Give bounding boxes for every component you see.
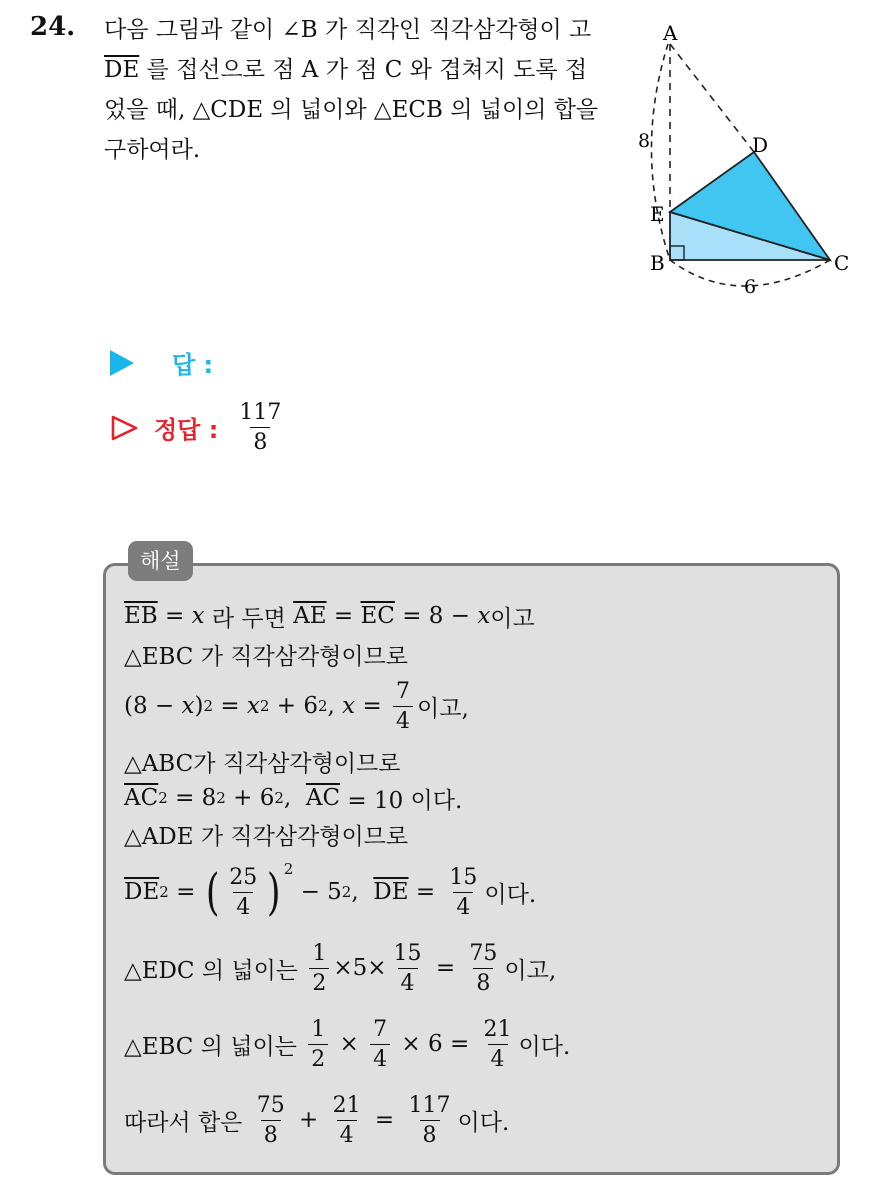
text: △EBC 의 넓이는	[124, 1033, 305, 1060]
exponent: 2	[158, 789, 168, 807]
fraction-denominator: 2	[308, 1044, 328, 1072]
exponent: 2	[274, 789, 284, 807]
label-b: B	[650, 251, 665, 275]
text: ,	[283, 785, 306, 811]
length-ab-label: 8	[638, 130, 651, 152]
fraction	[309, 941, 329, 996]
text: = 8	[167, 785, 217, 811]
text: =	[428, 955, 463, 981]
segment-ac: $\overline{AC}$	[305, 785, 341, 811]
fraction-denominator: 8	[261, 1120, 281, 1148]
label-d: D	[752, 133, 769, 157]
left-paren: (	[205, 863, 220, 921]
text: =	[355, 693, 390, 719]
fraction-denominator: 8	[420, 1120, 440, 1148]
solution-line-6: △ADE 가 직각삼각형이므로	[124, 823, 409, 850]
var-x: x	[342, 693, 356, 719]
solution-line-10	[124, 1082, 824, 1158]
fraction	[370, 1017, 390, 1072]
answer-label: 답 :	[172, 351, 214, 379]
var-x: x	[246, 693, 260, 719]
fraction-denominator: 4	[370, 1044, 390, 1072]
var-x: x	[191, 603, 205, 629]
label-e: E	[650, 202, 665, 226]
text: 이고	[490, 605, 535, 632]
label-a: A	[663, 22, 678, 45]
text: ,	[351, 879, 374, 905]
solution-line-2: △EBC 가 직각삼각형이므로	[124, 643, 408, 670]
exponent: 2	[341, 883, 352, 901]
text: =	[367, 1107, 402, 1133]
text: 이고,	[504, 957, 557, 984]
text: △EDC 의 넓이는	[124, 957, 306, 984]
solution-line-1	[124, 596, 824, 636]
fraction-denominator: 4	[337, 1120, 357, 1148]
text: × 6 =	[394, 1031, 477, 1057]
fraction-numerator: 1	[312, 940, 327, 966]
question-text-part2: 를 접선으로 점 A 가 점 C 와 겹쳐지 도록 접었을 때, △CDE 의 넓이와 △ECB 의 넓이의 합을 구하여라.	[104, 57, 599, 163]
text: ×5×	[333, 955, 387, 981]
fraction-denominator: 2	[309, 968, 329, 996]
fraction-denominator: 8	[473, 968, 493, 996]
correct-answer-label: 정답 :	[154, 416, 219, 444]
exponent: 2	[203, 697, 214, 715]
fraction-denominator: 4	[393, 706, 413, 734]
segment-ec: $\overline{EC}$	[360, 603, 395, 629]
arc-ab	[651, 44, 670, 260]
fraction	[226, 865, 260, 920]
fraction	[393, 679, 413, 734]
fraction	[481, 1017, 515, 1072]
correct-answer-fraction	[236, 400, 284, 455]
solution-line-5	[124, 782, 824, 814]
fraction-numerator: 7	[396, 678, 411, 704]
fraction	[254, 1093, 288, 1148]
exponent: 2	[216, 789, 226, 807]
question-number: 24.	[30, 12, 76, 42]
text: 이다.	[457, 1109, 510, 1136]
exponent: 2	[317, 697, 328, 715]
play-arrow-icon	[110, 350, 134, 376]
solution-line-9	[124, 1006, 824, 1082]
length-bc-label: 6	[744, 276, 757, 298]
text: 이다.	[484, 881, 537, 908]
text: ×	[332, 1031, 367, 1057]
triangle-figure	[630, 22, 860, 302]
fraction-numerator: 117	[408, 1092, 451, 1118]
segment-de: $\overline{DE}$	[124, 879, 160, 905]
outline-arrow-icon	[110, 414, 140, 442]
text: =	[408, 879, 443, 905]
text: ,	[327, 693, 343, 719]
fraction	[466, 941, 500, 996]
text: 라 두면	[204, 605, 294, 632]
question-text	[104, 10, 604, 170]
var-x: x	[477, 603, 491, 629]
fraction-numerator: 7	[373, 1016, 388, 1042]
fraction	[330, 1093, 364, 1148]
fraction	[446, 865, 480, 920]
fraction	[308, 1017, 328, 1072]
fraction-denominator: 4	[398, 968, 418, 996]
fraction-denominator: 8	[250, 427, 270, 455]
text: =	[157, 603, 192, 629]
text: =	[326, 603, 361, 629]
text: − 5	[293, 879, 342, 905]
fraction-numerator: 21	[332, 1092, 361, 1118]
text: 이고,	[417, 695, 469, 722]
fraction-numerator: 75	[256, 1092, 285, 1118]
text: 이다.	[518, 1033, 571, 1060]
fraction-denominator: 4	[453, 892, 473, 920]
solution-line-4: △ABC가 직각삼각형이므로	[124, 750, 401, 777]
fraction-numerator: 75	[469, 940, 498, 966]
fraction-numerator: 117	[239, 400, 282, 425]
question-text-part1: 다음 그림과 같이 ∠B 가 직각인 직각삼각형이 고	[104, 17, 592, 43]
segment-ac: $\overline{AC}$	[124, 785, 159, 811]
segment-ae: $\overline{AE}$	[293, 603, 327, 629]
text: 따라서 합은	[124, 1109, 250, 1136]
label-c: C	[834, 251, 850, 275]
fraction-denominator: 4	[488, 1044, 508, 1072]
exponent: 2	[159, 883, 169, 901]
fraction-numerator: 21	[483, 1016, 512, 1042]
fraction	[391, 941, 425, 996]
right-paren: )	[267, 863, 281, 921]
fraction-numerator: 15	[449, 864, 478, 890]
text: = 10 이다.	[340, 787, 463, 814]
var-x: x	[181, 693, 195, 719]
text: +	[291, 1107, 326, 1133]
answer-row	[110, 345, 213, 380]
fraction-numerator: 15	[393, 940, 422, 966]
text: + 6	[225, 785, 275, 811]
text: (8 −	[124, 693, 182, 719]
fraction	[406, 1093, 454, 1148]
text: )	[194, 693, 204, 719]
correct-answer-row	[110, 400, 288, 455]
fraction-numerator: 1	[311, 1016, 326, 1042]
exponent: 2	[283, 860, 294, 878]
segment-de: $\overline{DE}$	[104, 57, 140, 83]
segment-eb: $\overline{EB}$	[124, 603, 158, 629]
solution-line-7	[124, 854, 824, 930]
text: + 6	[269, 693, 318, 719]
text: = 8 −	[394, 603, 478, 629]
solution-tab: 해설	[128, 541, 193, 581]
segment-de: $\overline{DE}$	[373, 879, 409, 905]
fraction-denominator: 4	[233, 892, 253, 920]
fraction-numerator: 25	[229, 864, 258, 890]
text: =	[213, 693, 247, 719]
text: =	[168, 879, 203, 905]
exponent: 2	[259, 697, 270, 715]
solution-line-8	[124, 930, 824, 1006]
dashed-ad	[670, 44, 754, 152]
solution-line-3	[124, 672, 824, 740]
solution-content	[124, 596, 824, 1158]
